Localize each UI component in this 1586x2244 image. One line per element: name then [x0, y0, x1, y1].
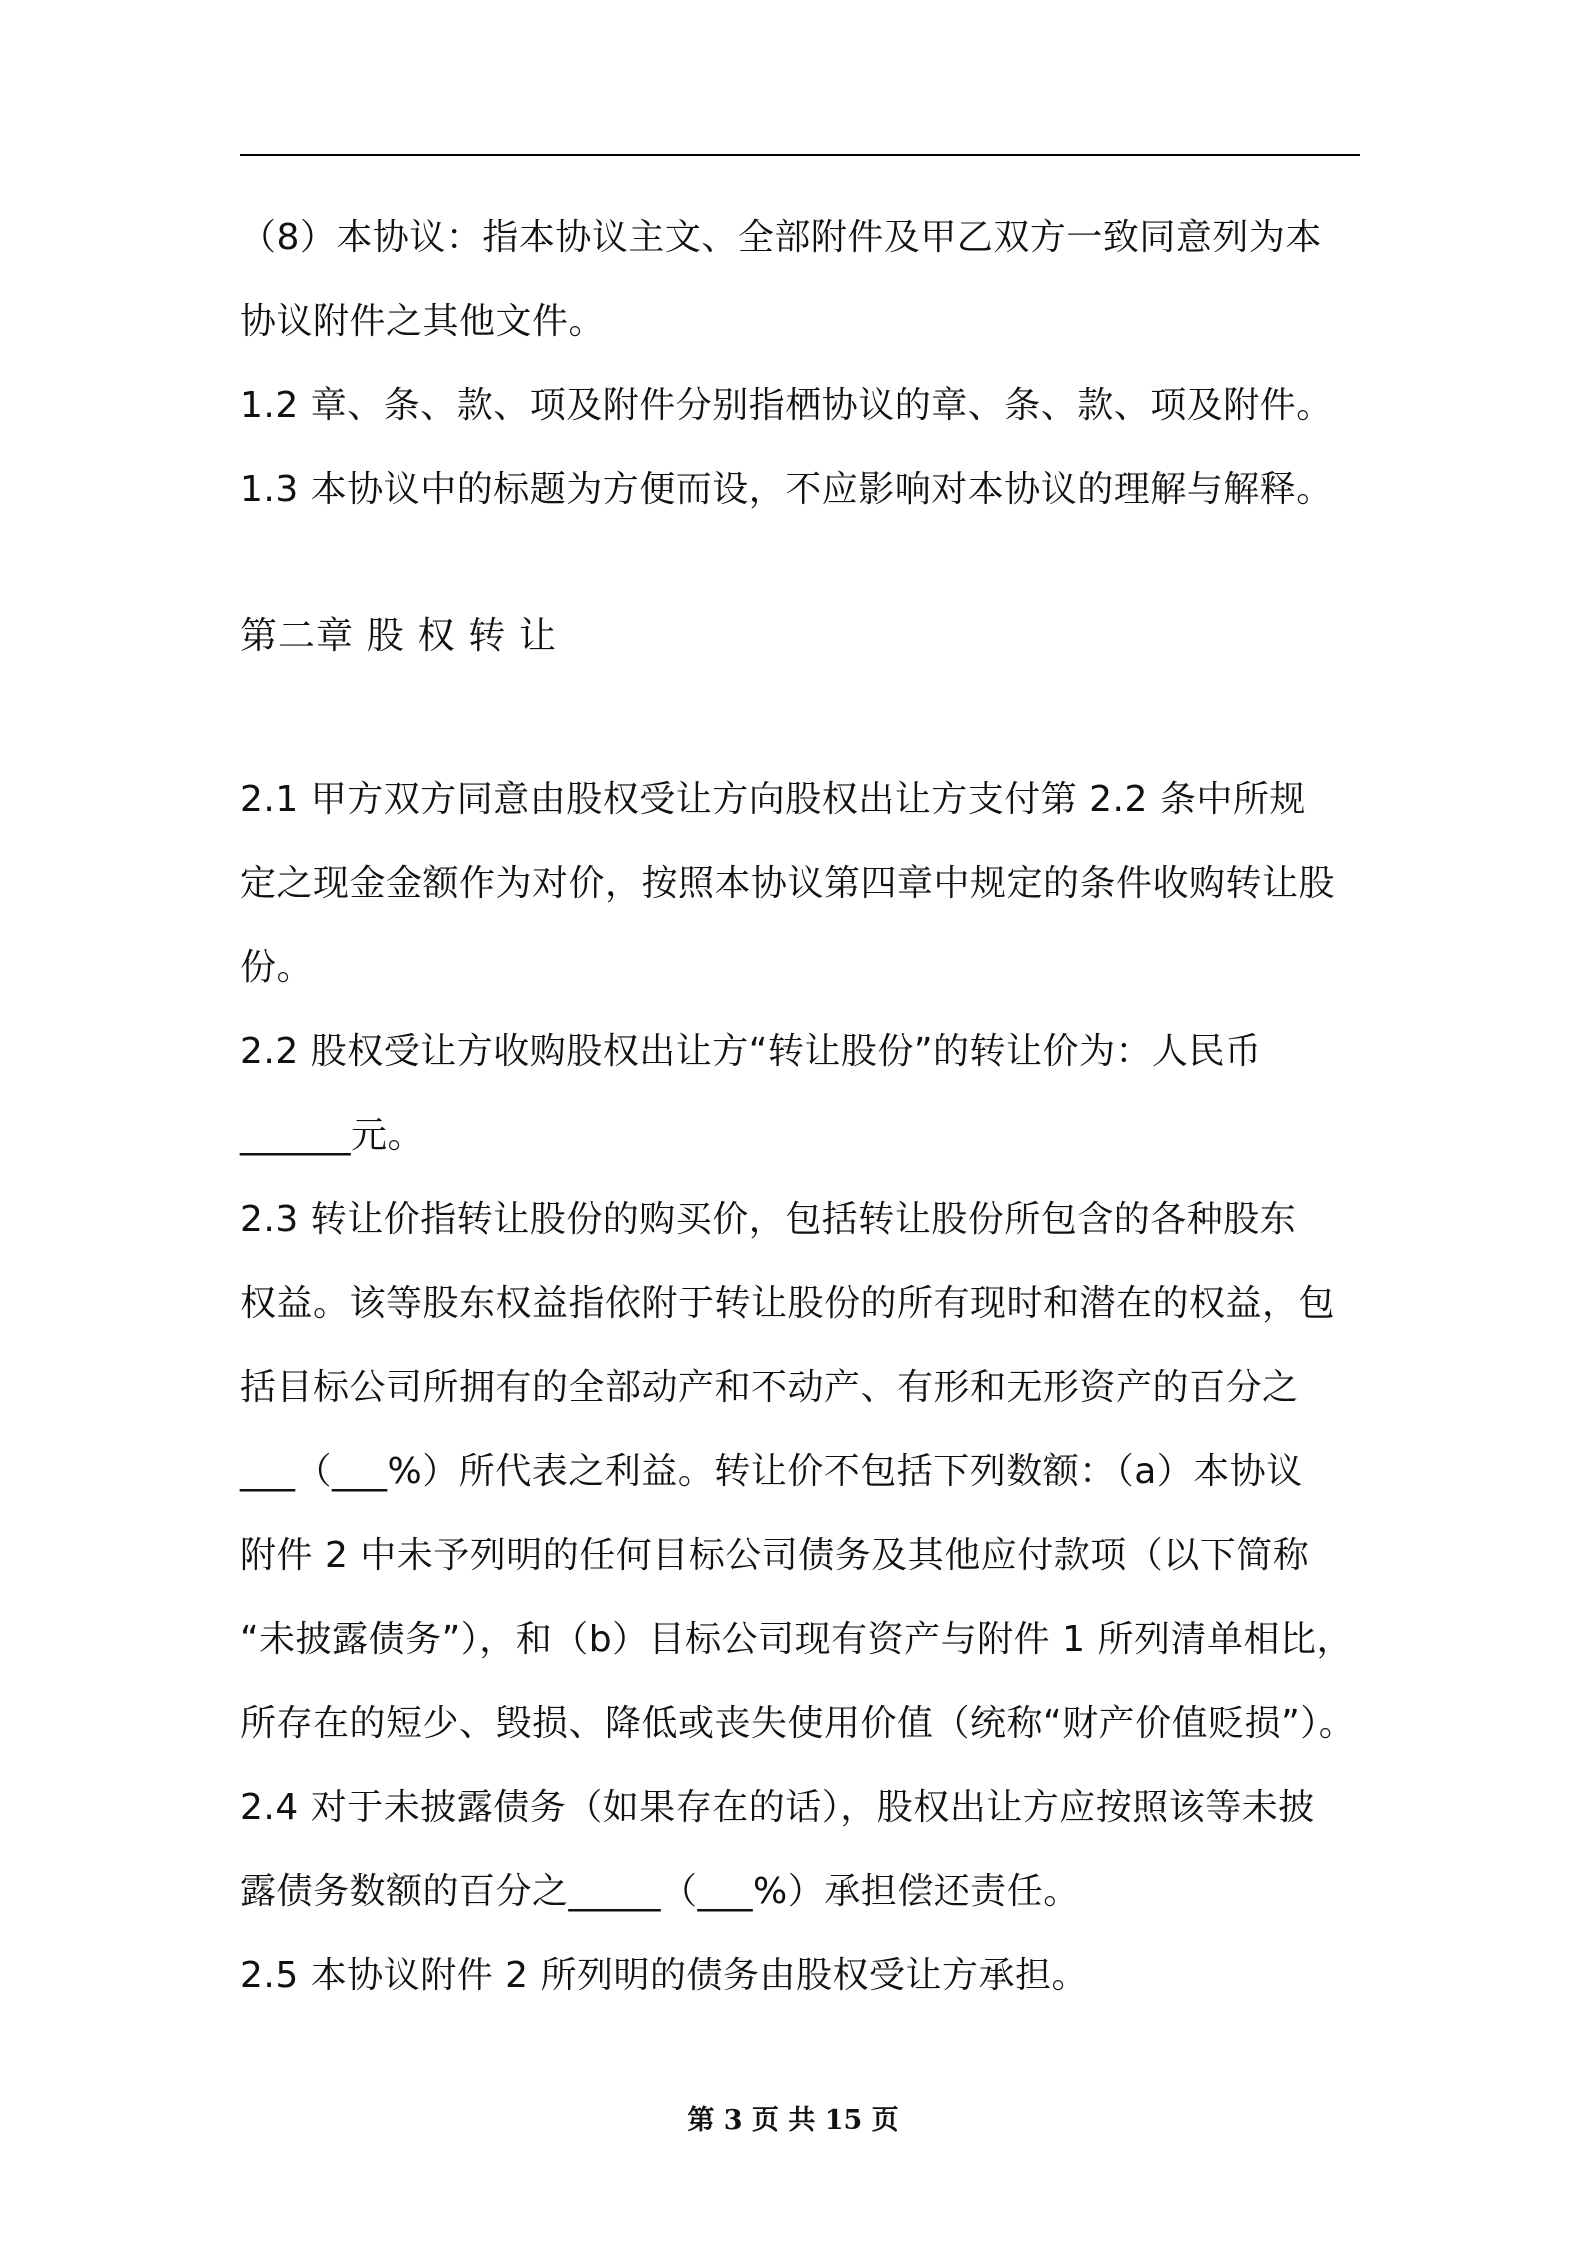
- paragraph-line: （8）本协议：指本协议主文、全部附件及甲乙双方一致同意列为本: [240, 217, 1322, 258]
- paragraph-line: 所存在的短少、毁损、降低或丧失使用价值（统称“财产价值贬损”）。: [240, 1703, 1356, 1744]
- paragraph-line: 2.5 本协议附件 2 所列明的债务由股权受让方承担。: [240, 1955, 1088, 1996]
- paragraph-line: 2.3 转让价指转让股份的购买价，包括转让股份所包含的各种股东: [240, 1199, 1297, 1240]
- paragraph-line: 1.3 本协议中的标题为方便而设，不应影响对本协议的理解与解释。: [240, 469, 1333, 510]
- paragraph-line: 2.2 股权受让方收购股权出让方“转让股份”的转让价为：人民币: [240, 1031, 1262, 1072]
- paragraph-line: 括目标公司所拥有的全部动产和不动产、有形和无形资产的百分之: [240, 1367, 1299, 1408]
- header-rule: [240, 154, 1360, 156]
- page-number: 第 3 页 共 15 页: [687, 2105, 899, 2136]
- paragraph-line: 权益。该等股东权益指依附于转让股份的所有现时和潜在的权益，包: [240, 1283, 1336, 1324]
- paragraph-line: 1.2 章、条、款、项及附件分别指栖协议的章、条、款、项及附件。: [240, 385, 1333, 426]
- chapter-heading: 第二章 股 权 转 让: [240, 614, 558, 657]
- paragraph-line: 定之现金金额作为对价，按照本协议第四章中规定的条件收购转让股: [240, 863, 1336, 904]
- paragraph-line: 份。: [240, 947, 314, 988]
- paragraph-line: “未披露债务”），和（b）目标公司现有资产与附件 1 所列清单相比，: [240, 1619, 1353, 1660]
- paragraph-line: 附件 2 中未予列明的任何目标公司债务及其他应付款项（以下简称: [240, 1535, 1310, 1576]
- paragraph-line: 2.1 甲方双方同意由股权受让方向股权出让方支付第 2.2 条中所规: [240, 779, 1306, 820]
- paragraph-line: ______元。: [240, 1115, 425, 1156]
- document-body: [240, 196, 1360, 2018]
- paragraph-line: 2.4 对于未披露债务（如果存在的话），股权出让方应按照该等未披: [240, 1787, 1315, 1828]
- paragraph-line: 露债务数额的百分之_____（___%）承担偿还责任。: [240, 1871, 1080, 1912]
- paragraph-line: ___（___%）所代表之利益。转让价不包括下列数额：（a）本协议: [240, 1451, 1303, 1492]
- paragraph-line: 协议附件之其他文件。: [240, 301, 606, 342]
